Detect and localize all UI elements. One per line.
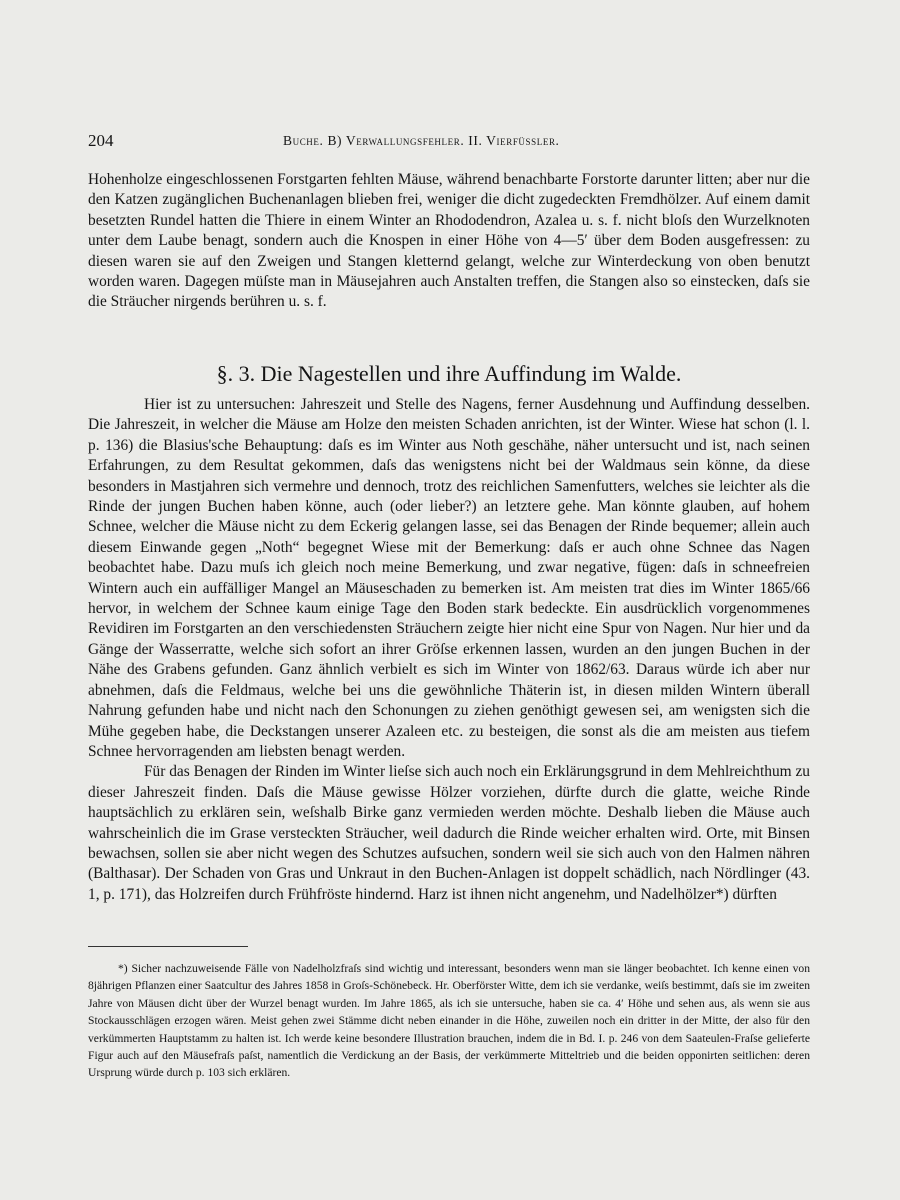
footnote: *) Sicher nachzuweisende Fälle von Nadelholzfraſs sind wichtig und interessant, besonders wenn man sie länger beobachtet. Ich kenne einen von 8jährigen Pflanzen einer Saatcultur des Jahres 1858 in Groſs-Schönebeck. Hr. Oberförster Witte, dem ich sie verdanke, weiſs bestimmt, daſs sie im zweiten Jahre von Mäusen dicht über der Wurzel benagt wurden. Im Jahre 1865, als ich sie untersuche, haben sie ca. 4′ Höhe und sehen aus, als wenn sie aus Stockausschlägen erzogen wären. Meist gehen zwei Stämme dicht neben einander in die Höhe, zuweilen noch ein dritter in der Mitte, der also für den verkümmerten Hauptstamm zu halten ist. Ich werde keine besondere Illustration brauchen, indem die in Bd. I. p. 246 von dem Saateulen-Fraſse gelieferte Figur auch auf den Mäusefraſs paſst, namentlich die Verdickung an der Basis, der verkümmerte Mitteltrieb und die beiden opponirten seitlichen: deren Ursprung würde durch p. 103 sich erklären. xyxy=(88,962,810,1080)
page-number: 204 xyxy=(88,131,114,150)
body-paragraph-1: Hier ist zu untersuchen: Jahreszeit und Stelle des Nagens, ferner Ausdehnung und Auffindung desselben. Die Jahreszeit, in welcher die Mäuse am Holze den meisten Schaden anrichten, ist der Winter. Wiese hat schon (l. l. p. 136) die Blasius'sche Behauptung: daſs es im Winter aus Noth geschähe, näher untersucht und ist, nach seinen Erfahrungen, zu dem Resultat gekommen, daſs das wenigstens nicht bei der Waldmaus sein könne, da diese besonders in Mastjahren sich vermehre und dennoch, trotz des reichlichen Samenfutters, welches sie leichter als die Rinde der jungen Buchen haben könne, auch (oder lieber?) an letztere gehe. Man könnte glauben, auf hohem Schnee, welcher die Mäuse nicht zu dem Eckerig gelangen lasse, sei das Benagen der Rinde bequemer; allein auch diesem Einwande gegen „Noth“ begegnet Wiese mit der Bemerkung: daſs er auch ohne Schnee das Nagen beobachtet habe. Dazu muſs ich gleich noch meine Bemerkung, und zwar negative, fügen: daſs in schneefreien Wintern auch ein auffälliger Mangel an Mäuseschaden zu bemerken ist. Am meisten trat dies im Winter 1865/66 hervor, in welchem der Schnee kaum einige Tage den Boden stark bedeckte. Ein ausdrücklich vorgenommenes Revidiren im Forstgarten an den verschiedensten Sträuchern zeigte hier nicht eine Spur von Nagen. Nur hier und da Gänge der Wasserratte, welche sich sofort an ihrer Gröſse erkennen lassen, wurden an den jungen Buchen in der Nähe des Grabens gefunden. Ganz ähnlich verbielt es sich im Winter von 1862/63. Daraus würde ich aber nur abnehmen, daſs die Feldmaus, welche bei uns die gewöhnliche Thäterin ist, in diesen milden Wintern überall Nahrung gefunden habe und nicht nach den Schonungen zu ziehen genöthigt gewesen sei, am wenigsten sich die Mühe gegeben habe, die Deckstangen unserer Azaleen etc. zu besteigen, die sonst als die am meisten aus tiefem Schnee hervorragenden am liebsten benagt werden. xyxy=(88,396,810,760)
section-body xyxy=(88,395,810,905)
section-heading: §. 3. Die Nagestellen und ihre Auffindung im Walde. xyxy=(216,361,682,386)
intro-paragraph: Hohenholze eingeschlossenen Forstgarten fehlten Mäuse, während benachbarte Forstorte darunter litten; aber nur die den Katzen zugänglichen Buchenanlagen blieben frei, weniger die dicht zugedeckten Fremdhölzer. Auf einem damit besetzten Rundel hatten die Thiere in einem Winter an Rhododendron, Azalea u. s. f. nicht bloſs den Wurzelknoten unter dem Laube benagt, sondern auch die Knospen in einer Höhe von 4—5′ über dem Boden ausgefressen: zu diesen waren sie auf den Zweigen und Stangen kletternd gelangt, welche zur Winterdeckung von oben benutzt worden waren. Dagegen müſste man in Mäusejahren auch Anstalten treffen, die Stangen also so einstecken, daſs sie die Sträucher nirgends berühren u. s. f. xyxy=(88,171,810,311)
body-paragraph-2: Für das Benagen der Rinden im Winter lieſse sich auch noch ein Erklärungsgrund in dem Mehlreichthum zu dieser Jahreszeit finden. Daſs die Mäuse gewisse Hölzer vorziehen, dürfte durch die glatte, weiche Rinde hauptsächlich zu erklären sein, weſshalb Birke ganz vermieden werden möchte. Deshalb lieben die Mäuse auch wahrscheinlich die im Grase versteckten Sträucher, weil dadurch die Rinde weicher erhalten wird. Orte, mit Binsen bewachsen, sollen sie aber nicht wegen des Schutzes aufsuchen, sondern weil sie sich auch von den Halmen nähren (Balthasar). Der Schaden von Gras und Unkraut in den Buchen-Anlagen ist doppelt schädlich, nach Nördlinger (43. 1, p. 171), das Holzreifen durch Frühfröste hindernd. Harz ist ihnen nicht angenehm, und Nadelhölzer*) dürften xyxy=(88,763,810,903)
running-head: Buche. B) Verwallungsfehler. II. Vierfüssler. xyxy=(283,133,560,148)
footnote-divider xyxy=(88,946,248,947)
intro-block xyxy=(88,170,810,313)
page-header xyxy=(88,131,810,153)
